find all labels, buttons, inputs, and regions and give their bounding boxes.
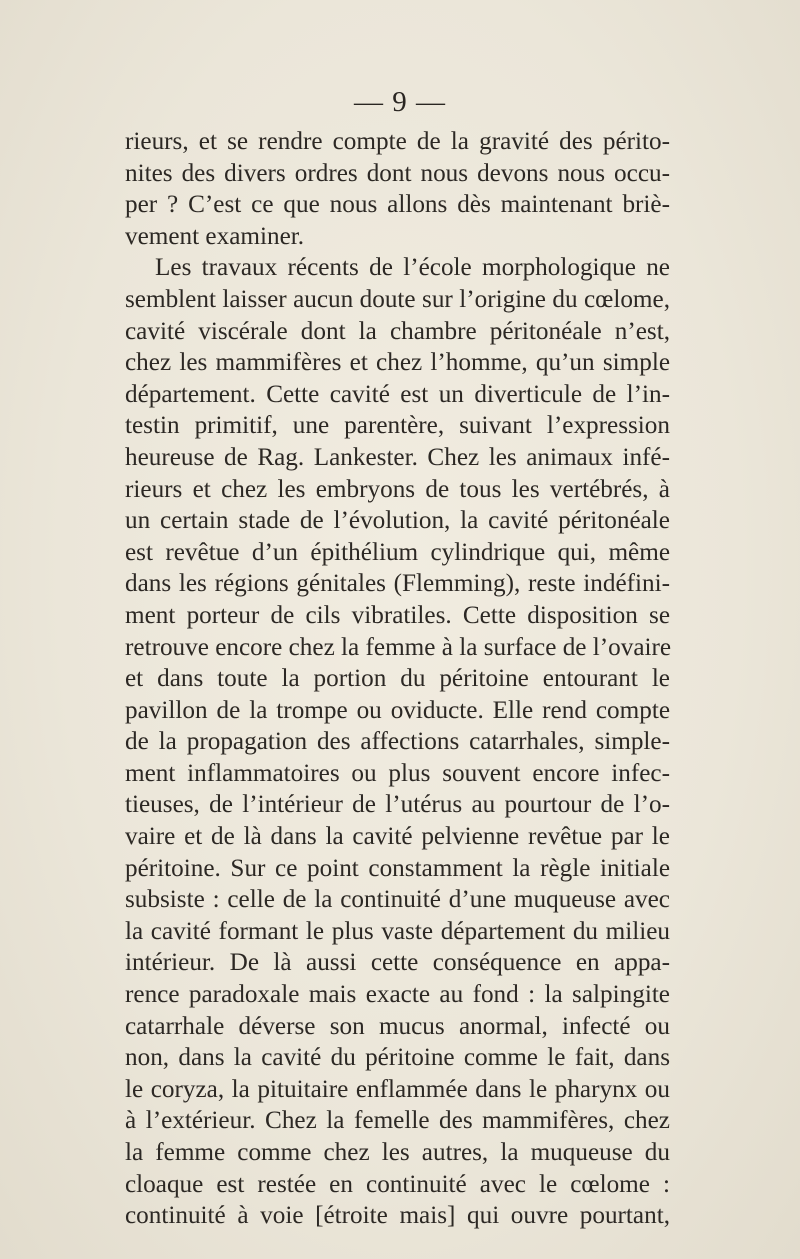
text-line: continuité à voie [étroite mais] qui ouvre pourtant,: [125, 1202, 670, 1230]
text-line: la cavité formant le plus vaste département du milieu: [125, 917, 670, 945]
text-line: ment inflammatoires ou plus souvent encore infec-: [125, 759, 670, 787]
page-number: — 9 —: [354, 86, 446, 118]
text-line: heureuse de Rag. Lankester. Chez les animaux infé-: [125, 443, 670, 471]
text-line: département. Cette cavité est un diverticule de l’in-: [125, 380, 670, 408]
text-line: non, dans la cavité du péritoine comme le fait, dans: [125, 1044, 670, 1072]
text-line: ment porteur de cils vibratiles. Cette disposition se: [125, 601, 670, 629]
text-line: subsiste : celle de la continuité d’une muqueuse avec: [125, 886, 670, 914]
text-line: intérieur. De là aussi cette conséquence en appa-: [125, 949, 670, 977]
body-text: [125, 126, 670, 1232]
text-line: tieuses, de l’intérieur de l’utérus au pourtour de l’o-: [125, 791, 670, 819]
text-line: un certain stade de l’évolution, la cavité péritonéale: [125, 507, 670, 535]
text-line: cloaque est restée en continuité avec le cœlome :: [125, 1170, 670, 1198]
text-line: rence paradoxale mais exacte au fond : la salpingite: [125, 981, 670, 1009]
text-line: vement examiner.: [125, 222, 305, 250]
text-line: cavité viscérale dont la chambre péritonéale n’est,: [125, 317, 670, 345]
text-line: nites des divers ordres dont nous devons nous occu-: [125, 159, 670, 187]
text-line: catarrhale déverse son mucus anormal, infecté ou: [125, 1012, 670, 1040]
text-line: de la propagation des affections catarrhales, simple-: [125, 728, 670, 756]
text-line: pavillon de la trompe ou oviducte. Elle rend compte: [125, 696, 670, 724]
text-line: à l’extérieur. Chez la femelle des mammifères, chez: [125, 1107, 670, 1135]
text-line: per ? C’est ce que nous allons dès maintenant briè-: [125, 191, 670, 219]
text-line: retrouve encore chez la femme à la surface de l’ovaire: [125, 633, 672, 661]
text-line: dans les régions génitales (Flemming), reste indéfini-: [125, 570, 670, 598]
text-line: et dans toute la portion du péritoine entourant le: [125, 665, 670, 693]
text-line: la femme comme chez les autres, la muqueuse du: [125, 1139, 670, 1166]
text-line: est revêtue d’un épithélium cylindrique qui, même: [125, 538, 670, 566]
text-line: péritoine. Sur ce point constamment la règle initiale: [125, 854, 670, 882]
text-line: vaire et de là dans la cavité pelvienne revêtue par le: [125, 823, 670, 851]
text-line: testin primitif, une parentère, suivant l’expression: [125, 412, 670, 440]
text-line: rieurs, et se rendre compte de la gravité des périto-: [125, 128, 670, 155]
text-line: Les travaux récents de l’école morphologique ne: [155, 254, 670, 282]
text-line: le coryza, la pituitaire enflammée dans le pharynx ou: [125, 1075, 670, 1103]
text-line: semblent laisser aucun doute sur l’origine du cœlome,: [125, 285, 670, 313]
paragraph: [125, 252, 670, 1231]
text-line: rieurs et chez les embryons de tous les vertébrés, à: [125, 475, 670, 503]
paragraph: [125, 126, 670, 252]
text-line: chez les mammifères et chez l’homme, qu’un simple: [125, 349, 670, 377]
